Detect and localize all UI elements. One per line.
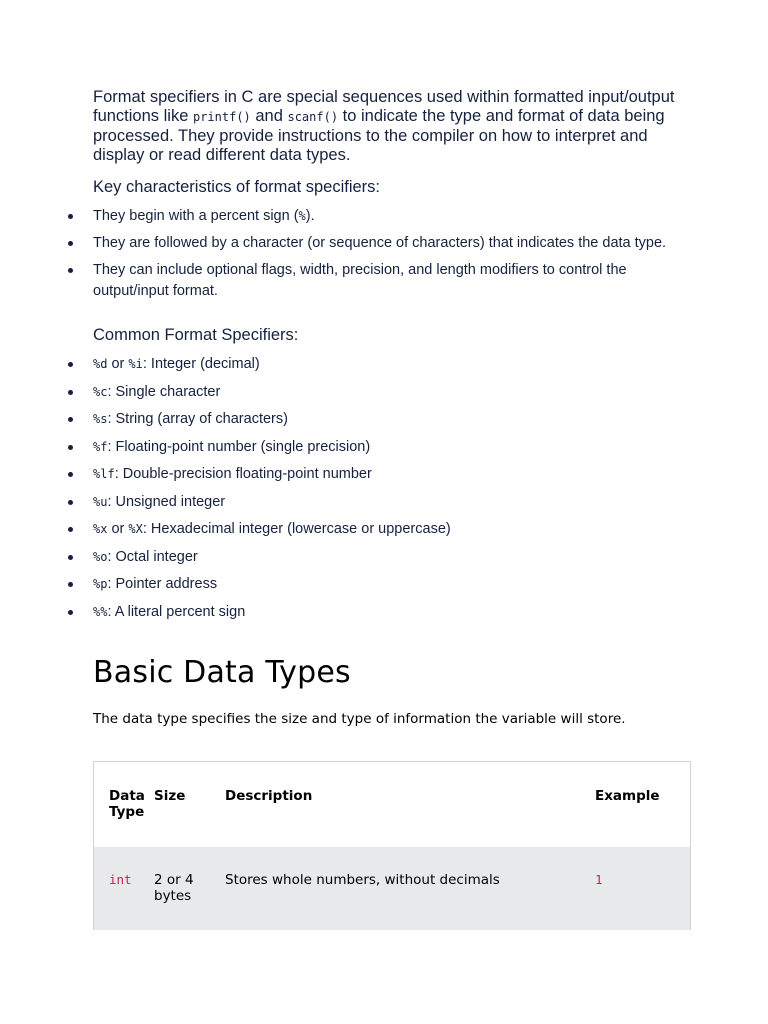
specifiers-heading: Common Format Specifiers:: [93, 326, 299, 344]
intro-text-1: Format specifiers in C are special sequences used within formatted input/output functions like: [93, 88, 675, 125]
list-item: [0, 260, 768, 302]
list-item-text: or: [107, 356, 129, 372]
list-item-text: : String (array of characters): [107, 411, 288, 427]
column-header-size: Size: [154, 788, 186, 804]
list-item: [0, 233, 768, 254]
section-description: The data type specifies the size and type of information the variable will store.: [93, 711, 626, 727]
list-item-text: : A literal percent sign: [107, 603, 246, 620]
specifier-code: %X: [128, 522, 143, 536]
cell-data-type: [94, 847, 154, 930]
column-header-example: Example: [595, 788, 660, 804]
specifier-code: %x: [93, 522, 108, 536]
column-header-data-type: Data Type: [109, 788, 145, 820]
list-item-text: : Floating-point number (single precision): [107, 438, 371, 455]
list-item: [0, 382, 768, 403]
list-item-text: : Octal integer: [107, 548, 198, 565]
section-heading-basic-data-types: Basic Data Types: [93, 655, 351, 690]
bullet-icon: [68, 472, 73, 477]
list-item-text: ).: [305, 208, 315, 224]
list-item-text: or: [107, 521, 129, 537]
bullet-icon: [68, 445, 73, 450]
specifier-code: %o: [93, 549, 108, 564]
list-item: [0, 574, 768, 595]
table-row: [94, 847, 690, 930]
intro-code-scanf: scanf(): [287, 110, 339, 124]
specifier-code: %d: [93, 357, 108, 371]
intro-code-printf: printf(): [192, 110, 251, 124]
specifier-code: %s: [93, 412, 108, 426]
list-item: [0, 437, 768, 458]
list-item-text: : Double-precision floating-point number: [114, 466, 372, 482]
bullet-icon: [68, 500, 73, 505]
list-item: [0, 602, 768, 623]
cell-description: Stores whole numbers, without decimals: [225, 872, 500, 888]
cell-example: [595, 847, 690, 930]
list-item-text: : Single character: [107, 383, 221, 400]
specifier-code: %f: [93, 439, 108, 454]
list-item-text: : Pointer address: [107, 576, 218, 592]
list-item-text: : Unsigned integer: [107, 493, 226, 510]
specifiers-list: [0, 354, 768, 629]
specifier-code: %i: [128, 357, 143, 371]
bullet-icon: [68, 610, 73, 615]
list-item-text: They can include optional flags, width, precision, and length modifiers to control the output/input format.: [93, 262, 627, 299]
list-item: [0, 409, 768, 430]
intro-paragraph: [93, 88, 683, 165]
bullet-icon: [68, 214, 73, 219]
list-item: [0, 547, 768, 568]
list-item: [0, 464, 768, 485]
bullet-icon: [68, 362, 73, 367]
specifier-code: %%: [93, 604, 108, 619]
specifier-code: %c: [93, 384, 108, 399]
intro-text-2: and: [250, 107, 288, 125]
example-code: 1: [595, 872, 603, 887]
bullet-icon: [68, 527, 73, 532]
list-item-text: : Integer (decimal): [142, 356, 260, 372]
list-item: [0, 519, 768, 540]
characteristics-heading: Key characteristics of format specifiers:: [93, 178, 381, 196]
type-code: int: [109, 872, 132, 887]
bullet-icon: [68, 390, 73, 395]
specifier-code: %u: [93, 494, 108, 509]
list-item-text: They begin with a percent sign (: [93, 208, 299, 224]
specifier-code: %p: [93, 577, 108, 591]
characteristics-list: [0, 206, 768, 308]
data-types-table: [93, 761, 691, 930]
list-item: [0, 492, 768, 513]
cell-size: 2 or 4 bytes: [154, 872, 194, 904]
list-item-text: : Hexadecimal integer (lowercase or uppercase): [142, 521, 451, 537]
list-item-text: They are followed by a character (or sequence of characters) that indicates the data type.: [93, 235, 667, 251]
bullet-icon: [68, 417, 73, 422]
bullet-icon: [68, 555, 73, 560]
list-item: [0, 206, 768, 227]
table-header-row: [94, 762, 690, 847]
intro-text-3: to indicate the type and format of data being processed. They provide instructions to the compiler on how to interpret and display or read different data types.: [93, 107, 665, 164]
bullet-icon: [68, 241, 73, 246]
bullet-icon: [68, 582, 73, 587]
bullet-icon: [68, 268, 73, 273]
list-item: [0, 354, 768, 375]
column-header-description: Description: [225, 788, 313, 804]
specifier-code: %lf: [93, 467, 115, 481]
list-item-code: %: [298, 209, 306, 223]
